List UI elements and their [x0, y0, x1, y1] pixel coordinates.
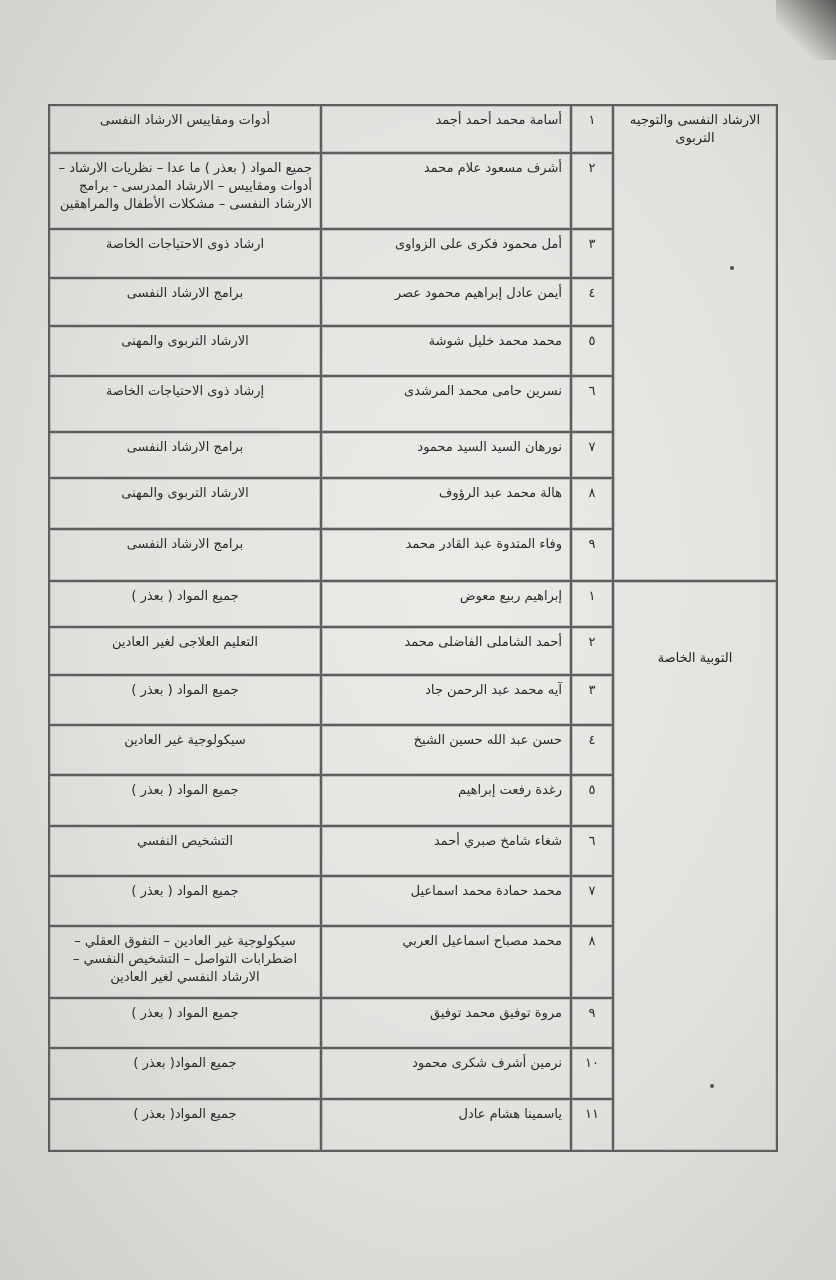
subjects: أدوات ومقاييس الارشاد النفسى [49, 105, 321, 153]
row-number: ٨ [571, 926, 613, 998]
row-number: ٦ [571, 826, 613, 876]
subjects: الارشاد التربوى والمهنى [49, 326, 321, 376]
student-name: رغدة رفعت إبراهيم [321, 775, 571, 825]
student-name: أمل محمود فكرى على الزواوى [321, 229, 571, 277]
subjects: سيكولوجية غير العادين – التفوق العقلي – اضطرابات التواصل – التشخيص النفسي – الارشاد النفسي لغير العادين [49, 926, 321, 998]
student-name: آيه محمد عبد الرحمن جاد [321, 675, 571, 725]
row-number: ٢ [571, 627, 613, 675]
department-cell: الارشاد النفسى والتوجيه التربوى [613, 105, 777, 581]
subjects: جميع المواد ( بعذر ) [49, 998, 321, 1048]
stray-mark [710, 1084, 714, 1088]
subjects: برامج الارشاد النفسى [49, 432, 321, 478]
row-number: ١٠ [571, 1048, 613, 1098]
student-name: أحمد الشاملى الفاضلى محمد [321, 627, 571, 675]
student-name: شغاء شامخ صبري أحمد [321, 826, 571, 876]
row-number: ٥ [571, 775, 613, 825]
subjects: برامج الارشاد النفسى [49, 278, 321, 326]
row-number: ٩ [571, 529, 613, 581]
row-number: ٦ [571, 376, 613, 432]
table-row [49, 105, 777, 153]
student-name: محمد مصباح اسماعيل العربي [321, 926, 571, 998]
subjects: سيكولوجية غير العادين [49, 725, 321, 775]
row-number: ٧ [571, 432, 613, 478]
row-number: ٧ [571, 876, 613, 926]
row-number: ٤ [571, 278, 613, 326]
row-number: ٣ [571, 675, 613, 725]
student-name: وفاء المتدوة عبد القادر محمد [321, 529, 571, 581]
row-number: ٨ [571, 478, 613, 528]
student-name: هالة محمد عبد الرؤوف [321, 478, 571, 528]
subjects: جميع المواد ( بعذر ) ما عدا – نظريات الارشاد – أدوات ومقاييس – الارشاد المدرسى - برامج الارشاد النفسى – مشكلات الأطفال والمراهقين [49, 153, 321, 229]
subjects: جميع المواد ( بعذر ) [49, 581, 321, 627]
student-name: نرمين أشرف شكرى محمود [321, 1048, 571, 1098]
subjects: جميع المواد ( بعذر ) [49, 876, 321, 926]
row-number: ٣ [571, 229, 613, 277]
photo-corner-shadow [776, 0, 836, 60]
student-name: حسن عبد الله حسين الشيخ [321, 725, 571, 775]
subjects: جميع المواد( بعذر ) [49, 1099, 321, 1151]
subjects: برامج الارشاد النفسى [49, 529, 321, 581]
stray-mark [730, 266, 734, 270]
students-grid [48, 104, 778, 1152]
subjects: جميع المواد( بعذر ) [49, 1048, 321, 1098]
student-name: نسرين حامى محمد المرشدى [321, 376, 571, 432]
student-name: أشرف مسعود علام محمد [321, 153, 571, 229]
subjects: ارشاد ذوى الاحتياجات الخاصة [49, 229, 321, 277]
row-number: ٢ [571, 153, 613, 229]
table-row [49, 581, 777, 627]
student-name: إبراهيم ربيع معوض [321, 581, 571, 627]
row-number: ٩ [571, 998, 613, 1048]
subjects: جميع المواد ( بعذر ) [49, 775, 321, 825]
row-number: ١ [571, 581, 613, 627]
student-name: أيمن عادل إبراهيم محمود عصر [321, 278, 571, 326]
row-number: ٤ [571, 725, 613, 775]
student-name: محمد محمد خليل شوشة [321, 326, 571, 376]
student-name: نورهان السيد السيد محمود [321, 432, 571, 478]
student-name: محمد حمادة محمد اسماعيل [321, 876, 571, 926]
row-number: ١ [571, 105, 613, 153]
student-name: ياسمينا هشام عادل [321, 1099, 571, 1151]
student-name: أسامة محمد أحمد أجمد [321, 105, 571, 153]
row-number: ٥ [571, 326, 613, 376]
subjects: إرشاد ذوى الاحتياجات الخاصة [49, 376, 321, 432]
subjects: الارشاد التربوى والمهنى [49, 478, 321, 528]
student-name: مروة توفيق محمد توفيق [321, 998, 571, 1048]
students-table [50, 104, 778, 1152]
row-number: ١١ [571, 1099, 613, 1151]
subjects: التشخيص النفسي [49, 826, 321, 876]
subjects: التعليم العلاجى لغير العادين [49, 627, 321, 675]
subjects: جميع المواد ( بعذر ) [49, 675, 321, 725]
department-cell: التوبية الخاصة [613, 581, 777, 1151]
